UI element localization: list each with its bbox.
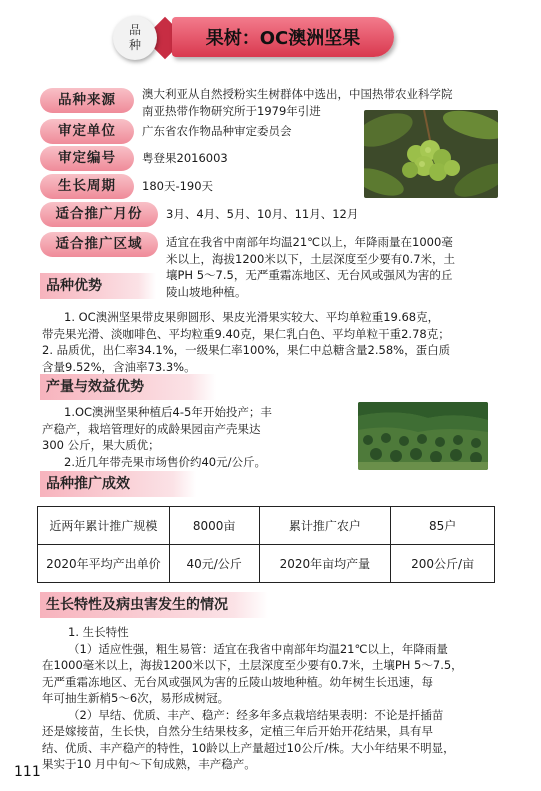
section-yield-heading: 产量与效益优势 <box>40 374 216 400</box>
macadamia-fruit-photo <box>364 110 498 198</box>
region-line: 壤PH 5～7.5，无严重霜冻地区、无台风或强风为害的丘 <box>166 268 453 282</box>
table-cell: 累计推广农户 <box>259 507 391 545</box>
region-line: 米以上，海拔1200米以下，土层深度至少要有0.7米，土 <box>166 251 456 266</box>
table-cell: 近两年累计推广规模 <box>38 507 170 545</box>
page-title: 果树：OC澳洲坚果 <box>172 17 394 57</box>
table-cell: 2020年平均产出单价 <box>38 545 170 583</box>
yield-text <box>42 404 342 470</box>
orchard-photo <box>358 402 488 470</box>
advantage-line: 含量9.52%，含油率73.3%。 <box>42 359 196 374</box>
table-cell: 85户 <box>391 507 495 545</box>
region-line: 陵山坡地种植。 <box>166 284 247 299</box>
advantage-line: 带壳果光滑、淡咖啡色、平均粒重9.40克，果仁乳白色、平均单粒干重2.78克； <box>42 326 450 341</box>
advantage-text <box>42 309 512 375</box>
growth-subheading: 1. 生长特性 <box>68 625 129 639</box>
growth-line: （2）早结、优质、丰产、稳产：经多年多点栽培结果表明：不论是扦插苗 <box>68 707 444 722</box>
yield-line: 300 公斤，果大质优； <box>42 438 160 452</box>
category-char-2: 种 <box>128 38 141 52</box>
growth-line: 还是嫁接苗，生长快，自然分生结果枝多，定植三年后开始开花结果，具有早 <box>42 724 433 738</box>
promotion-table <box>37 506 495 583</box>
category-char-1: 品 <box>128 23 141 37</box>
source-line: 澳大利亚从自然授粉实生树群体中选出，中国热带农业科学院 <box>142 87 453 101</box>
region-value <box>166 234 455 300</box>
orchard-photo-image <box>358 402 488 470</box>
table-cell: 200公斤/亩 <box>391 545 495 583</box>
growth-line: 年可抽生新梢5～6次，易形成树冠。 <box>42 691 230 705</box>
page-number: 111 <box>14 764 41 780</box>
advantage-line: 2. 品质优，出仁率34.1%，一级果仁率100%，果仁中总糖含量2.58%，蛋白质 <box>42 343 451 357</box>
growth-line: 在1000毫米以上，海拔1200米以下，土层深度至少要有0.7米，土壤PH 5～7.5， <box>42 658 463 672</box>
unit-label: 审定单位 <box>40 119 134 144</box>
month-value: 3月、4月、5月、10月、11月、12月 <box>166 207 359 221</box>
growth-line: （1）适应性强，粗生易管：适宜在我省中南部年均温21℃以上，年降雨量 <box>68 641 448 656</box>
number-value: 粤登果2016003 <box>142 151 228 165</box>
growth-line: 果实于10 月中旬～下旬成熟，丰产稳产。 <box>42 757 256 771</box>
advantage-line: 1. OC澳洲坚果带皮果卵圆形、果皮光滑果实较大、平均单粒重19.68克， <box>64 310 440 324</box>
section-growth-heading: 生长特性及病虫害发生的情况 <box>40 592 268 618</box>
yield-line: 1.OC澳洲坚果种植后4-5年开始投产；丰 <box>64 405 272 419</box>
table-cell: 8000亩 <box>169 507 259 545</box>
period-value: 180天-190天 <box>142 179 214 193</box>
fruit-photo-image <box>364 110 498 198</box>
section-promotion-heading: 品种推广成效 <box>40 471 196 497</box>
table-row <box>38 545 495 583</box>
month-label: 适合推广月份 <box>40 202 158 227</box>
table-row <box>38 507 495 545</box>
category-badge <box>113 16 157 60</box>
section-advantage-heading: 品种优势 <box>40 273 156 299</box>
number-label: 审定编号 <box>40 146 134 171</box>
period-label: 生长周期 <box>40 174 134 199</box>
table-cell: 2020年亩均产量 <box>259 545 391 583</box>
growth-line: 结、优质、丰产稳产的特性，10龄以上产量超过10公斤/株。大小年结果不明显， <box>42 740 455 755</box>
growth-text <box>42 624 514 773</box>
region-label: 适合推广区域 <box>40 232 158 257</box>
yield-line: 产稳产，栽培管理好的成龄果园亩产壳果达 <box>42 421 261 436</box>
region-line: 适宜在我省中南部年均温21℃以上，年降雨量在1000毫 <box>166 235 453 249</box>
yield-line: 2.近几年带壳果市场售价约40元/公斤。 <box>64 454 266 469</box>
source-label: 品种来源 <box>40 88 134 113</box>
table-cell: 40元/公斤 <box>169 545 259 583</box>
source-line: 南亚热带作物研究所于1979年引进 <box>142 104 321 118</box>
unit-value: 广东省农作物品种审定委员会 <box>142 124 292 138</box>
growth-line: 无严重霜冻地区、无台风或强风为害的丘陵山坡地种植。幼年树生长迅速，每 <box>42 674 433 689</box>
